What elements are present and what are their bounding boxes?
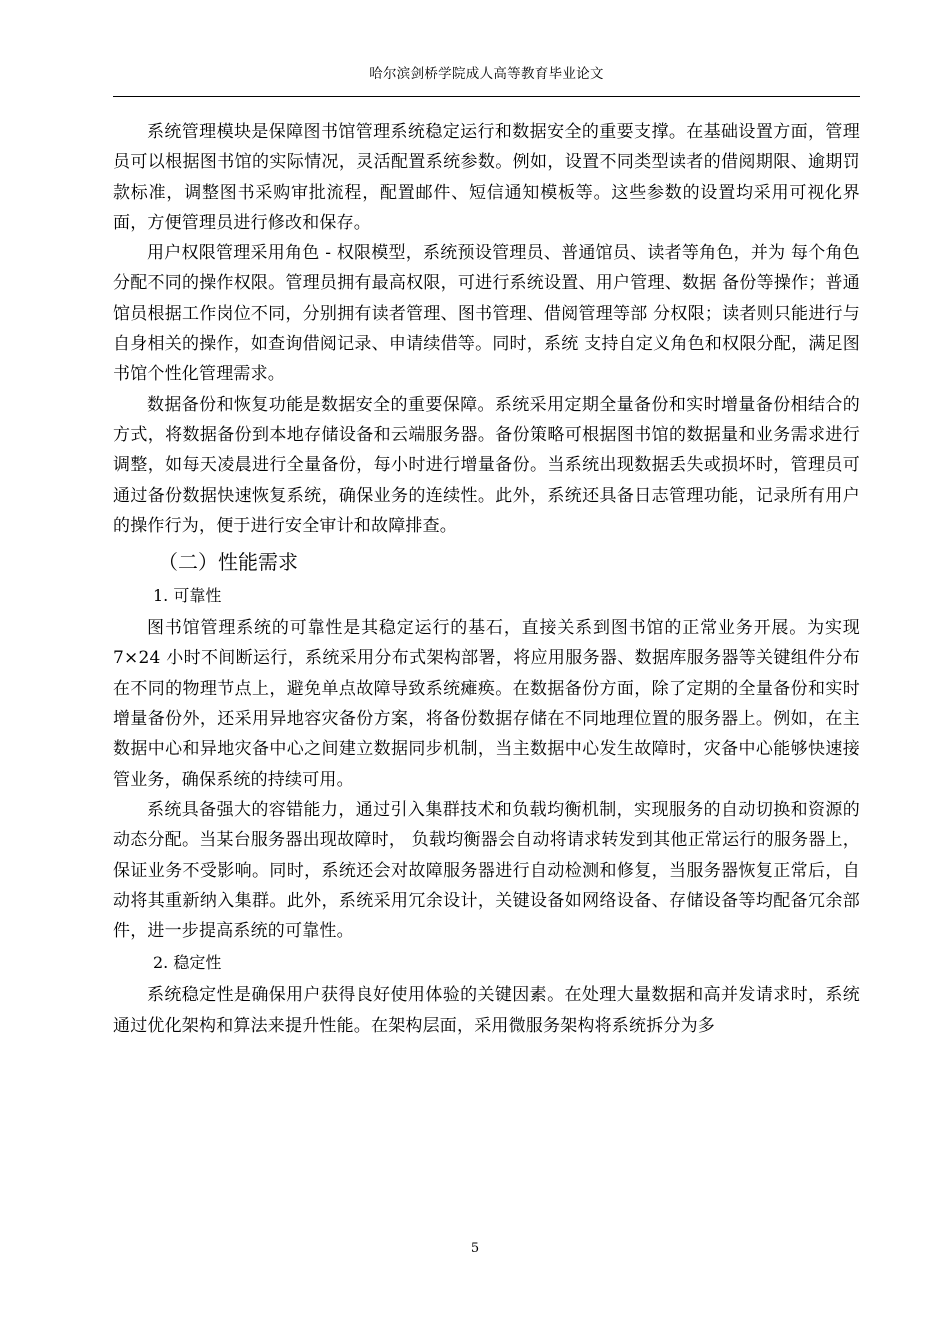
paragraph-system-management: 系统管理模块是保障图书馆管理系统稳定运行和数据安全的重要支撑。在基础设置方面，管理员可以根据图书馆的实际情况，灵活配置系统参数。例如，设置不同类型读者的借阅期限、逾期罚款标准，调整图书采购审批流程，配置邮件、短信通知模板等。这些参数的设置均采用可视化界面，方便管理员进行修改和保存。 [113, 122, 860, 233]
page-number: 5 [470, 1241, 480, 1256]
subsection-heading-reliability: 1. 可靠性 [153, 586, 222, 606]
paragraph-reliability: 图书馆管理系统的可靠性是其稳定运行的基石，直接关系到图书馆的正常业务开展。为实现 7×24 小时不间断运行，系统采用分布式架构部署，将应用服务器、数据库服务器等关键组件分布在不同的物理节点上，避免单点故障导致系统瘫痪。在数据备份方面，除了定期的全量备份和实时增量备份外，还采用异地容灾备份方案，将备份数据存储在不同地理位置的服务器上。例如，在主数据中心和异地灾备中心之间建立数据同步机制，当主数据中心发生故障时，灾备中心能够快速接管业务，确保系统的持续可用。 [113, 618, 860, 790]
paragraph-fault-tolerance: 系统具备强大的容错能力，通过引入集群技术和负载均衡机制，实现服务的自动切换和资源的动态分配。当某台服务器出现故障时， 负载均衡器会自动将请求转发到其他正常运行的服务器上，保证业务不受影响。同时，系统还会对故障服务器进行自动检测和修复，当服务器恢复正常后，自动将其重新纳入集群。此外，系统采用冗余设计，关键设备如网络设备、存储设备等均配备冗余部件，进一步提高系统的可靠性。 [113, 799, 860, 942]
paragraph-user-permissions: 用户权限管理采用角色 - 权限模型，系统预设管理员、普通馆员、读者等角色，并为 每个角色分配不同的操作权限。管理员拥有最高权限，可进行系统设置、用户管理、数据 备份等操作；普通馆员根据工作岗位不同，分别拥有读者管理、图书管理、借阅管理等部 分权限；读者则只能进行与自身相关的操作，如查询借阅记录、申请续借等。同时，系统 支持自定义角色和权限分配，满足图书馆个性化管理需求。 [113, 243, 860, 385]
header-divider [113, 96, 860, 97]
paragraph-stability: 系统稳定性是确保用户获得良好使用体验的关键因素。在处理大量数据和高并发请求时，系统通过优化架构和算法来提升性能。在架构层面，采用微服务架构将系统拆分为多 [113, 985, 860, 1036]
page-content [113, 117, 860, 1041]
page-header: 哈尔滨剑桥学院成人高等教育毕业论文 [369, 66, 604, 82]
section-heading-performance: （二）性能需求 [158, 550, 298, 575]
subsection-heading-stability: 2. 稳定性 [153, 953, 222, 973]
paragraph-data-backup: 数据备份和恢复功能是数据安全的重要保障。系统采用定期全量备份和实时增量备份相结合的方式，将数据备份到本地存储设备和云端服务器。备份策略可根据图书馆的数据量和业务需求进行调整，如每天凌晨进行全量备份，每小时进行增量备份。当系统出现数据丢失或损坏时，管理员可通过备份数据快速恢复系统，确保业务的连续性。此外，系统还具备日志管理功能，记录所有用户的操作行为，便于进行安全审计和故障排查。 [113, 394, 860, 536]
